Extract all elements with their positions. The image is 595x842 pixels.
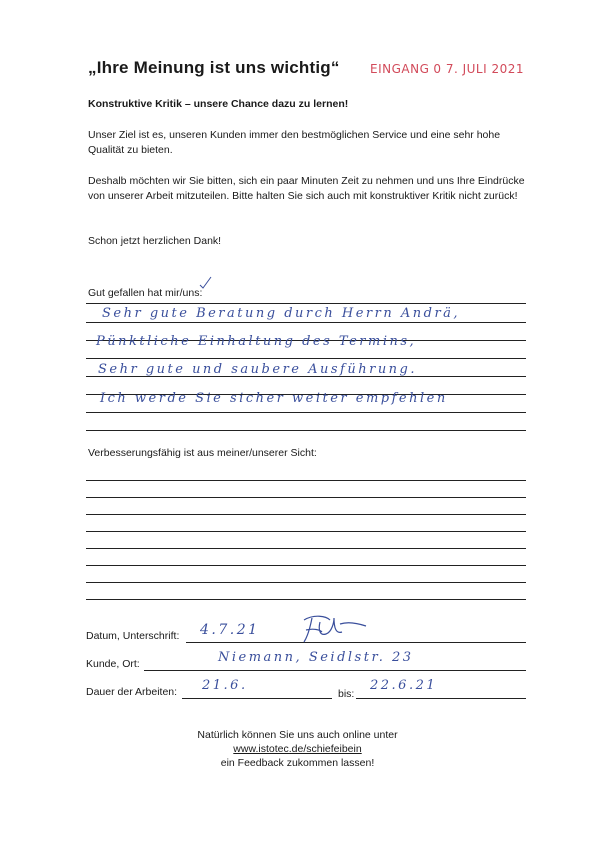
handwritten-from-date: 21.6. bbox=[202, 678, 248, 693]
answer-line bbox=[86, 412, 526, 413]
checkmark-icon bbox=[198, 276, 212, 290]
handwritten-entry: Sehr gute und saubere Ausführung. bbox=[98, 362, 418, 377]
form-title: „Ihre Meinung ist uns wichtig“ bbox=[88, 58, 340, 77]
duration-label: Dauer der Arbeiten: bbox=[86, 686, 178, 698]
answer-line bbox=[86, 531, 526, 532]
answer-line bbox=[86, 322, 526, 323]
feedback-link[interactable]: www.istotec.de/schiefeibein bbox=[233, 743, 362, 755]
subtitle: Konstruktive Kritik – unsere Chance dazu zu lernen! bbox=[88, 98, 349, 110]
answer-line bbox=[86, 565, 526, 566]
date-signature-label: Datum, Unterschrift: bbox=[86, 630, 180, 642]
until-label: bis: bbox=[338, 688, 355, 700]
stamp-word: EINGANG bbox=[370, 62, 430, 76]
handwritten-entry: Sehr gute Beratung durch Herrn Andrä, bbox=[102, 306, 461, 321]
answer-line bbox=[86, 497, 526, 498]
answer-line bbox=[86, 548, 526, 549]
answer-line bbox=[86, 514, 526, 515]
received-stamp bbox=[370, 62, 524, 76]
signature-icon bbox=[290, 612, 380, 648]
duration-until-line bbox=[356, 698, 526, 699]
handwritten-entry: Ich werde Sie sicher weiter empfehlen bbox=[100, 391, 448, 406]
customer-label: Kunde, Ort: bbox=[86, 658, 140, 670]
stamp-date: 0 7. JULI 2021 bbox=[433, 62, 525, 76]
answer-line bbox=[86, 599, 526, 600]
handwritten-until-date: 22.6.21 bbox=[370, 678, 438, 693]
answer-line bbox=[86, 303, 526, 304]
answer-line bbox=[86, 358, 526, 359]
improve-section-label: Verbesserungsfähig ist aus meiner/unserer Sicht: bbox=[88, 447, 317, 459]
answer-line bbox=[86, 480, 526, 481]
intro-paragraph-1: Unser Ziel ist es, unseren Kunden immer den bestmöglichen Service und eine sehr hohe Qualität zu bieten. bbox=[88, 129, 501, 156]
answer-line bbox=[86, 430, 526, 431]
handwritten-date: 4.7.21 bbox=[200, 622, 260, 638]
answer-line bbox=[86, 582, 526, 583]
thanks-text: Schon jetzt herzlichen Dank! bbox=[88, 235, 222, 247]
customer-line bbox=[144, 670, 526, 671]
handwritten-customer: Niemann, Seidlstr. 23 bbox=[218, 650, 414, 665]
handwritten-entry: Pünktliche Einhaltung des Termins, bbox=[96, 334, 417, 349]
closing-line-1: Natürlich können Sie uns auch online unter bbox=[197, 729, 398, 741]
intro-paragraph-2: Deshalb möchten wir Sie bitten, sich ein paar Minuten Zeit zu nehmen und uns Ihre Eindrücke von unserer Arbeit mitzuteilen. Bitte halten Sie sich auch mit konstruktiver Kritik nicht zurück! bbox=[88, 175, 525, 202]
closing-line-3: ein Feedback zukommen lassen! bbox=[220, 757, 375, 769]
duration-from-line bbox=[182, 698, 332, 699]
good-section-label: Gut gefallen hat mir/uns: bbox=[88, 287, 203, 299]
